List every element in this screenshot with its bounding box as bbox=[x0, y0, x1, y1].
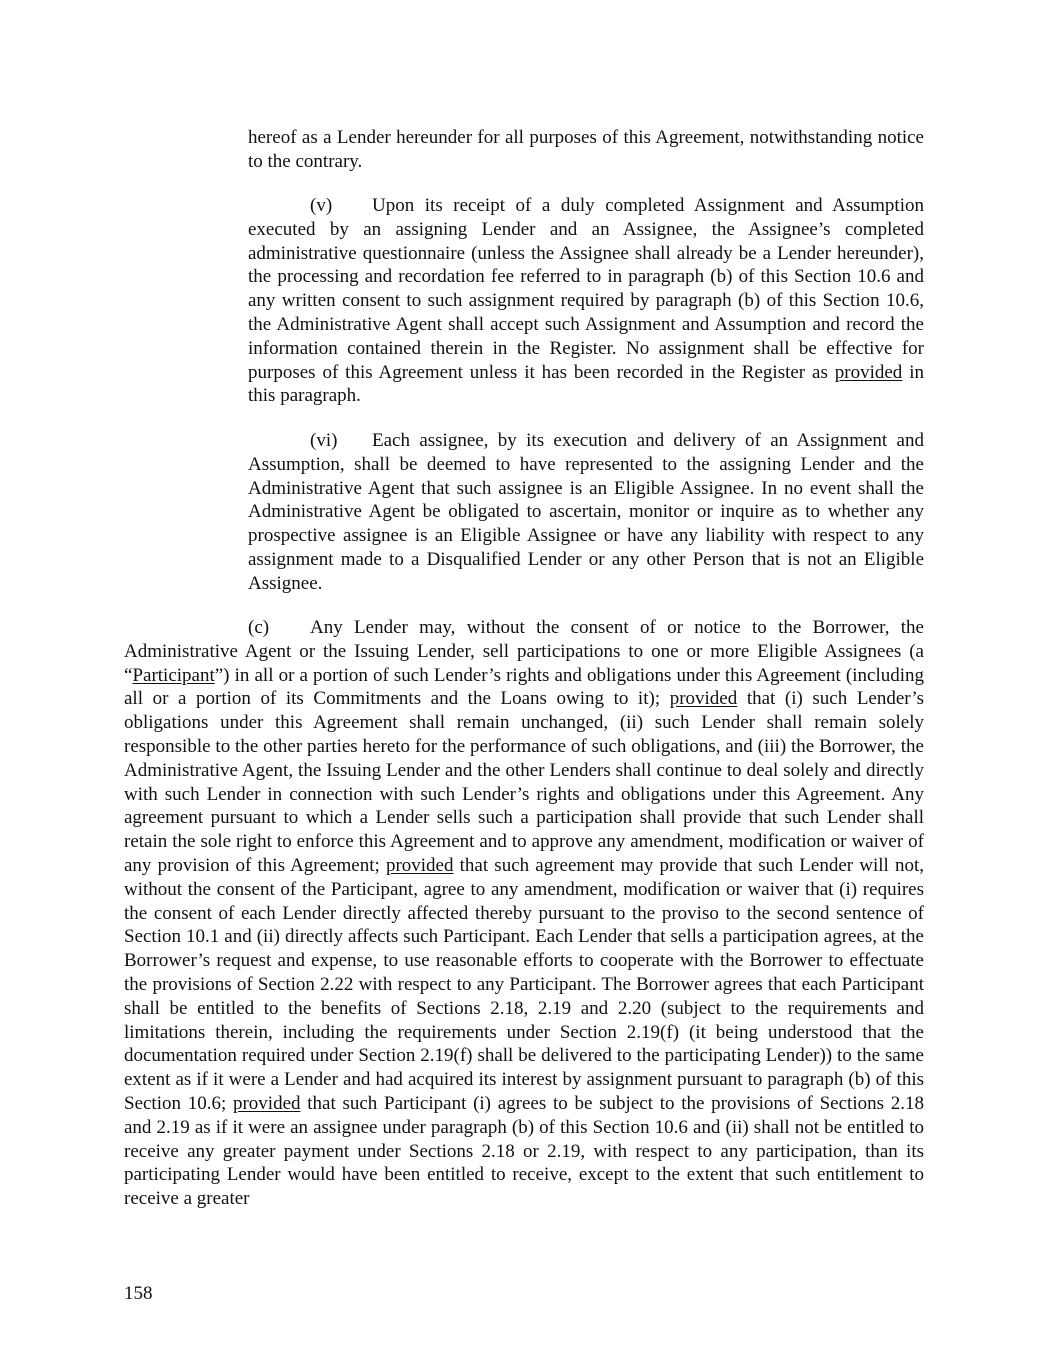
page-number: 158 bbox=[124, 1283, 153, 1304]
continuation-paragraph bbox=[248, 126, 924, 174]
paragraph-c-text-d: that such agreement may provide that such Lender will not, without the consent of the Participant, agree to any amendment, modification or waiver that (i) requires the consent of each Lender directly affected thereby pursuant to the proviso to the second sentence of Section 10.1 and (ii) directly affects such Participant. Each Lender that sells a participation agrees, at the Borrower’s request and expense, to use reasonable efforts to cooperate with the Borrower to effectuate the provisions of Section 2.22 with respect to any Participant. The Borrower agrees that each Participant shall be entitled to the benefits of Sections 2.18, 2.19 and 2.20 (subject to the requirements and limitations therein, including the requirements under Section 2.19(f) (it being understood that the documentation required under Section 2.19(f) shall be delivered to the participating Lender)) to the same extent as if it were a Lender and had acquired its interest by assignment pursuant to paragraph (b) of this Section 10.6; bbox=[124, 854, 924, 1114]
underlined-term-provided: provided bbox=[385, 854, 454, 876]
paragraph-c-text-b: ”) in all or a portion of such Lender’s rights and obligations under this Agreement (including all or a portion of its Commitments and the Loans owing to it); bbox=[124, 664, 924, 710]
paragraph-vi-text: Each assignee, by its execution and delivery of an Assignment and Assumption, shall be deemed to have represented to the assigning Lender and the Administrative Agent that such assignee is an Eligible Assignee. In no event shall the Administrative Agent be obligated to ascertain, monitor or inquire as to whether any prospective assignee is an Eligible Assignee or have any liability with respect to any assignment made to a Disqualified Lender or any other Person that is not an Eligible Assignee. bbox=[248, 430, 924, 594]
underlined-term-provided: provided bbox=[232, 1092, 301, 1114]
paragraph-vi bbox=[248, 429, 924, 596]
underlined-term-participant: Participant bbox=[132, 664, 215, 686]
paragraph-c-text-c: that (i) such Lender’s obligations under this Agreement shall remain unchanged, (ii) such Lender shall remain solely responsible to the other parties hereto for the performance of such obligations, and (iii) the Borrower, the Administrative Agent, the Issuing Lender and the other Lenders shall continue to deal solely and directly with such Lender in connection with such Lender’s rights and obligations under this Agreement. Any agreement pursuant to which a Lender sells such a participation shall provide that such Lender shall retain the sole right to enforce this Agreement and to approve any amendment, modification or waiver of any provision of this Agreement; bbox=[124, 688, 924, 876]
paragraph-number-c: (c) bbox=[248, 617, 270, 638]
underlined-term-provided: provided bbox=[669, 688, 738, 710]
continuation-text: hereof as a Lender hereunder for all purposes of this Agreement, notwithstanding notice to the contrary. bbox=[248, 127, 924, 172]
paragraph-number-v: (v) bbox=[310, 195, 333, 216]
paragraph-v bbox=[248, 194, 924, 408]
underlined-term-provided: provided bbox=[834, 361, 903, 383]
paragraph-v-text-a: Upon its receipt of a duly completed Assignment and Assumption executed by an assigning Lender and an Assignee, the Assignee’s completed administrative questionnaire (unless the Assignee shall already be a Lender hereunder), the processing and recordation fee referred to in paragraph (b) of this Section 10.6 and any written consent to such assignment required by paragraph (b) of this Section 10.6, the Administrative Agent shall accept such Assignment and Assumption and record the information contained therein in the Register. No assignment shall be effective for purposes of this Agreement unless it has been recorded in the Register as bbox=[248, 195, 924, 383]
paragraph-number-vi: (vi) bbox=[310, 430, 338, 451]
paragraph-c-text-a: Any Lender may, without the consent of or notice to the Borrower, the Administrative Agent or the Issuing Lender, sell participations to one or more Eligible Assignees (a “ bbox=[124, 617, 924, 686]
paragraph-v-text-b: in this paragraph. bbox=[248, 361, 924, 407]
paragraph-c bbox=[124, 616, 924, 1211]
paragraph-c-text-e: that such Participant (i) agrees to be subject to the provisions of Sections 2.18 and 2.19 as if it were an assignee under paragraph (b) of this Section 10.6 and (ii) shall not be entitled to receive any greater payment under Sections 2.18 or 2.19, with respect to any participation, than its participating Lender would have been entitled to receive, except to the extent that such entitlement to receive a greater bbox=[124, 1092, 924, 1210]
